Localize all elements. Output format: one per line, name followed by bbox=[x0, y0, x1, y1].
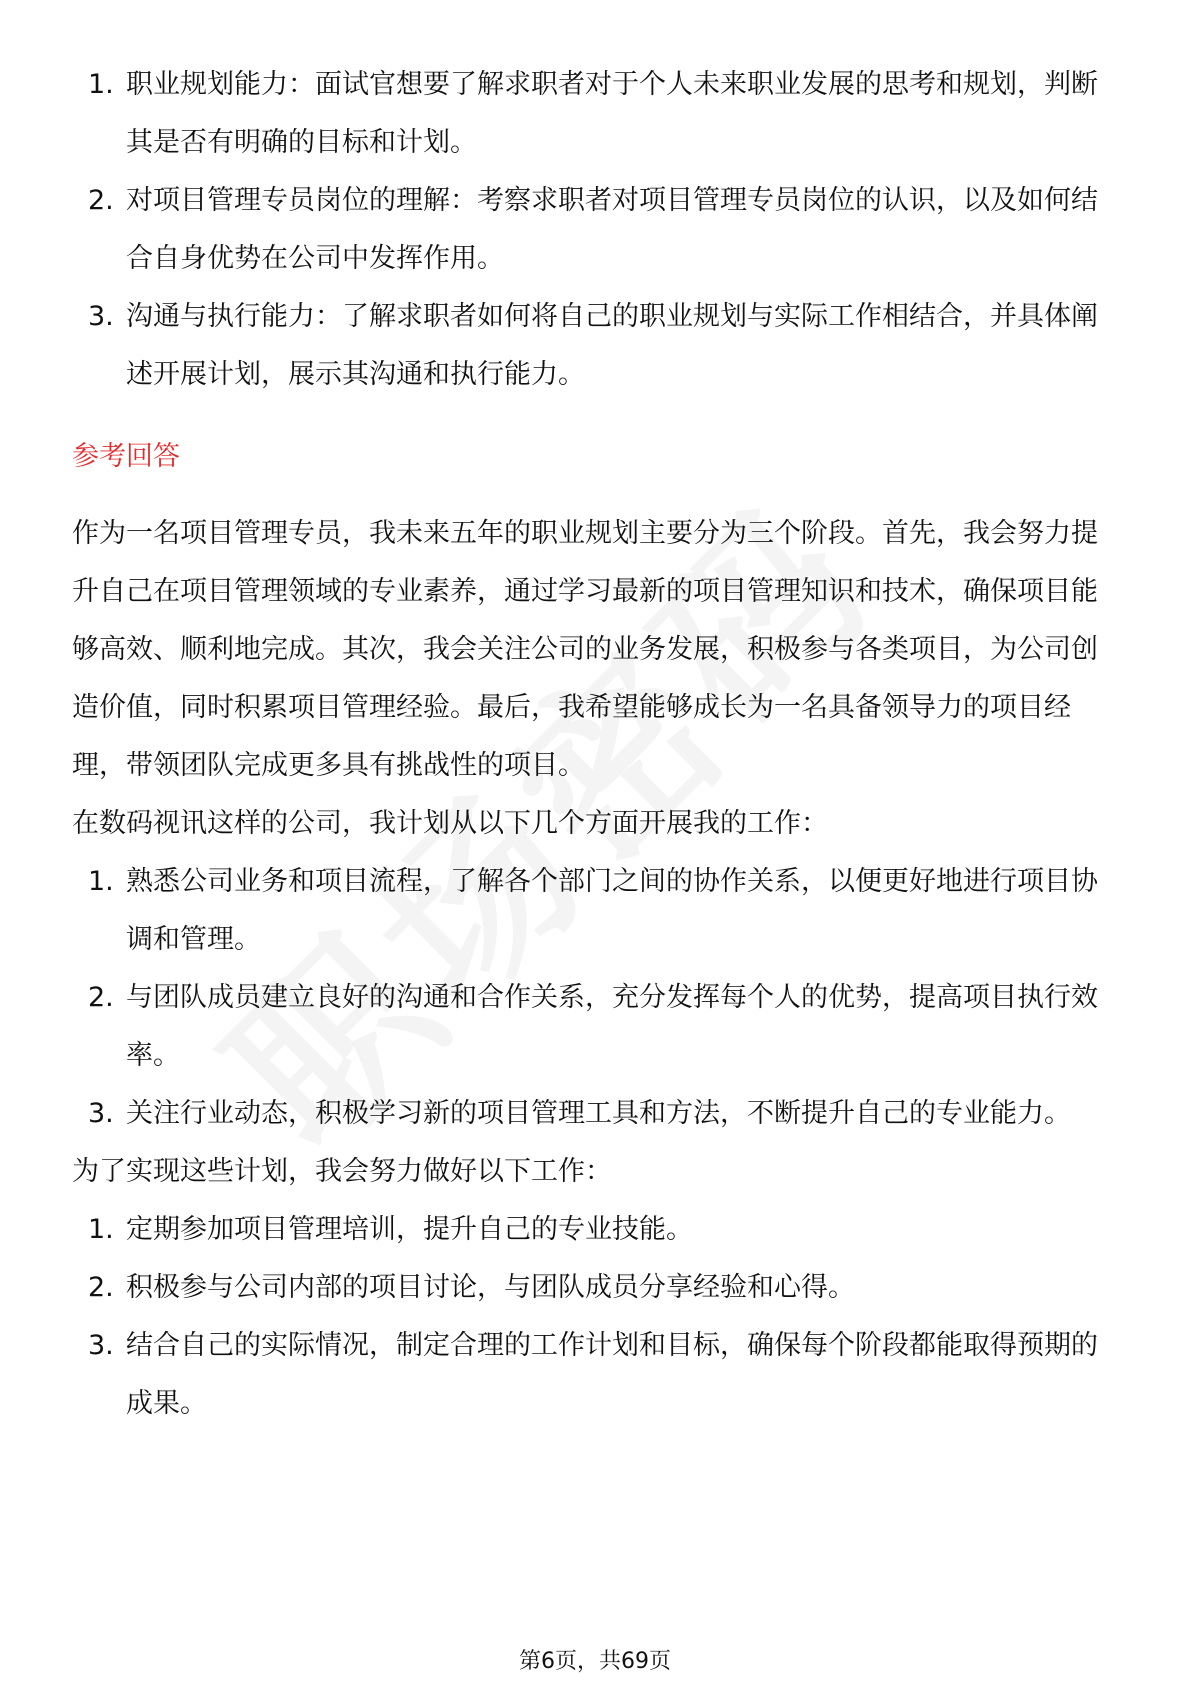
list-item-text: 结合自己的实际情况，制定合理的工作计划和目标，确保每个阶段都能取得预期的成果。 bbox=[126, 1330, 1098, 1419]
list-number: 3. bbox=[88, 1098, 114, 1129]
list-item bbox=[72, 1085, 1118, 1143]
list-item bbox=[72, 1317, 1118, 1433]
list-item-text: 积极参与公司内部的项目讨论，与团队成员分享经验和心得。 bbox=[126, 1272, 855, 1303]
list-item bbox=[72, 288, 1118, 404]
list-item-text: 沟通与执行能力：了解求职者如何将自己的职业规划与实际工作相结合，并具体阐述开展计划，展示其沟通和执行能力。 bbox=[126, 301, 1098, 390]
page-number-footer: 第6页，共69页 bbox=[519, 1649, 671, 1674]
answer-paragraph-1: 作为一名项目管理专员，我未来五年的职业规划主要分为三个阶段。首先，我会努力提升自己在项目管理领域的专业素养，通过学习最新的项目管理知识和技术，确保项目能够高效、顺利地完成。其次，我会关注公司的业务发展，积极参与各类项目，为公司创造价值，同时积累项目管理经验。最后，我希望能够成长为一名具备领导力的项目经理，带领团队完成更多具有挑战性的项目。 bbox=[72, 518, 1098, 781]
list-number: 1. bbox=[88, 1214, 114, 1245]
list-item bbox=[72, 172, 1118, 288]
list-number: 3. bbox=[88, 301, 114, 332]
list-number: 2. bbox=[88, 982, 114, 1013]
list-item-text: 定期参加项目管理培训，提升自己的专业技能。 bbox=[126, 1214, 693, 1245]
reference-answer-heading: 参考回答 bbox=[72, 441, 180, 472]
list-item-text: 职业规划能力：面试官想要了解求职者对于个人未来职业发展的思考和规划，判断其是否有明确的目标和计划。 bbox=[126, 69, 1098, 158]
answer-paragraph-3: 为了实现这些计划，我会努力做好以下工作： bbox=[72, 1156, 612, 1187]
plan-list bbox=[72, 1201, 1118, 1433]
list-item-text: 熟悉公司业务和项目流程，了解各个部门之间的协作关系，以便更好地进行项目协调和管理。 bbox=[126, 866, 1098, 955]
list-item bbox=[72, 1201, 1118, 1259]
intro-list bbox=[72, 56, 1118, 404]
list-number: 2. bbox=[88, 1272, 114, 1303]
list-item-text: 与团队成员建立良好的沟通和合作关系，充分发挥每个人的优势，提高项目执行效率。 bbox=[126, 982, 1098, 1071]
list-number: 1. bbox=[88, 866, 114, 897]
list-item-text: 对项目管理专员岗位的理解：考察求职者对项目管理专员岗位的认识，以及如何结合自身优势在公司中发挥作用。 bbox=[126, 185, 1098, 274]
list-item bbox=[72, 1259, 1118, 1317]
answer-paragraph-2: 在数码视讯这样的公司，我计划从以下几个方面开展我的工作： bbox=[72, 808, 828, 839]
work-list bbox=[72, 853, 1118, 1143]
list-number: 3. bbox=[88, 1330, 114, 1361]
document-content bbox=[72, 56, 1118, 1433]
list-item bbox=[72, 969, 1118, 1085]
list-item bbox=[72, 56, 1118, 172]
list-item-text: 关注行业动态，积极学习新的项目管理工具和方法，不断提升自己的专业能力。 bbox=[126, 1098, 1071, 1129]
list-number: 2. bbox=[88, 185, 114, 216]
list-number: 1. bbox=[88, 69, 114, 100]
list-item bbox=[72, 853, 1118, 969]
